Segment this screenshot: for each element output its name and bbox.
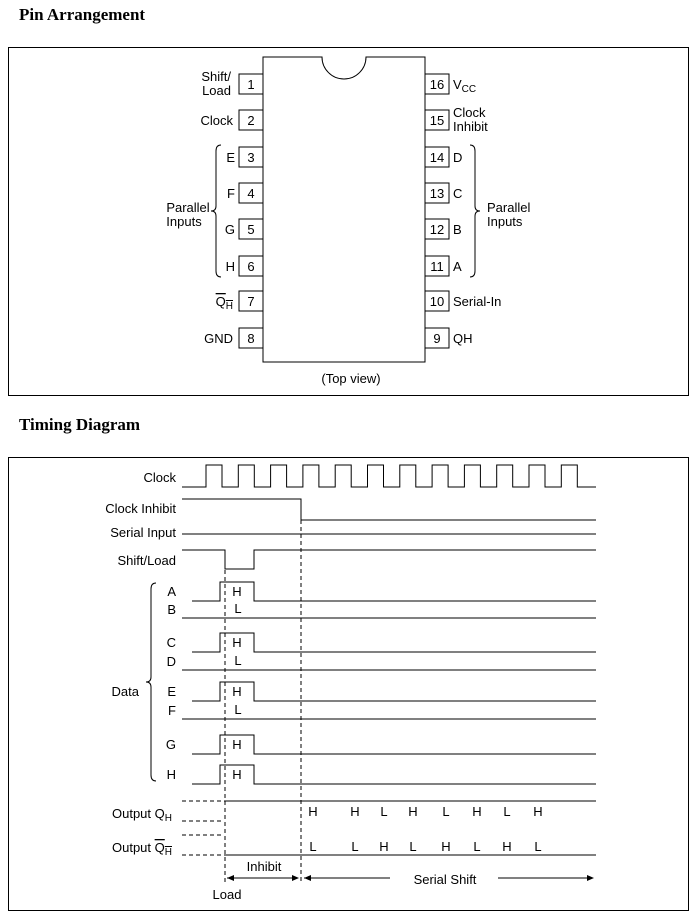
shift-load-waveform [182, 550, 596, 569]
pin-number: 13 [429, 186, 445, 201]
pin-number: 4 [247, 186, 255, 201]
pin-number: 11 [430, 259, 444, 274]
qh-bar-level: L [473, 839, 481, 854]
pin-number: 9 [433, 331, 441, 346]
data-line-label: G [165, 737, 176, 752]
qh-level: H [472, 804, 482, 819]
group-label-left: Inputs [166, 214, 202, 229]
pin-number: 6 [247, 259, 255, 274]
pin-label: GND [204, 331, 233, 346]
pin-number: 15 [429, 113, 445, 128]
data-waveform-high [192, 582, 596, 601]
pin-label: QH [453, 331, 473, 346]
data-level: H [232, 635, 242, 650]
group-label-right: Parallel [487, 200, 531, 215]
pin-number: 8 [247, 331, 255, 346]
pin-number: 7 [247, 294, 255, 309]
pin-number: 2 [247, 113, 255, 128]
serial-shift-label: Serial Shift [413, 872, 477, 887]
pin-label: Clock [453, 105, 486, 120]
pin-label: F [227, 186, 235, 201]
data-line-label: C [166, 635, 176, 650]
clock-inhibit-label: Clock Inhibit [105, 501, 176, 516]
pin-label: B [453, 222, 462, 237]
qh-bar-level: H [502, 839, 512, 854]
data-line-label: A [167, 584, 176, 599]
pin-number: 3 [247, 150, 255, 165]
arrow-head [227, 875, 234, 881]
output-qh-bar-label: Output $Q_H$ [112, 840, 172, 858]
qh-level: H [533, 804, 543, 819]
arrow-head [292, 875, 299, 881]
timing-diagram-title: Timing Diagram [19, 415, 141, 434]
group-label-left: Parallel [166, 200, 210, 215]
data-brace [146, 583, 156, 781]
pin-label: A [453, 259, 462, 274]
qh-bar-level: H [441, 839, 451, 854]
arrow-head [304, 875, 311, 881]
qh-level: L [380, 804, 388, 819]
clock-label: Clock [143, 470, 176, 485]
data-line-label: H [166, 767, 176, 782]
data-level: L [234, 653, 242, 668]
qh-bar-level: L [309, 839, 317, 854]
data-group-label: Data [111, 684, 139, 699]
data-waveform-high [192, 735, 596, 754]
data-line-label: F [168, 703, 176, 718]
pin-number: 16 [429, 77, 445, 92]
data-level: L [234, 601, 242, 616]
qh-level: H [408, 804, 418, 819]
pin-number: 14 [429, 150, 445, 165]
pin-number: 10 [429, 294, 445, 309]
qh-bar-level: L [351, 839, 359, 854]
clock-inhibit-waveform [182, 499, 596, 520]
pin-label: Load [202, 83, 231, 98]
data-waveform-high [192, 633, 596, 652]
qh-level: H [308, 804, 318, 819]
data-waveform-high [192, 682, 596, 701]
group-label-right: Inputs [487, 214, 523, 229]
data-level: H [232, 684, 242, 699]
data-line-label: E [167, 684, 176, 699]
pin-label: Serial-In [453, 294, 502, 309]
data-level: H [232, 737, 242, 752]
clock-waveform [182, 465, 596, 487]
pin-label: E [226, 150, 235, 165]
data-line-label: B [167, 602, 176, 617]
pin-label: D [453, 150, 463, 165]
pin-label: $Q_H$ [215, 294, 233, 312]
data-level: H [232, 584, 242, 599]
data-line-label: D [166, 654, 176, 669]
pin-label: C [453, 186, 463, 201]
pin-number: 5 [247, 222, 255, 237]
load-label: Load [212, 887, 242, 902]
pin-label: Inhibit [453, 119, 488, 134]
pin-label: G [224, 222, 235, 237]
data-level: L [234, 702, 242, 717]
pin-label: Clock [200, 113, 233, 128]
arrow-head [587, 875, 594, 881]
qh-bar-level: L [409, 839, 417, 854]
qh-bar-level: L [534, 839, 542, 854]
pin-number: 1 [247, 77, 255, 92]
data-level: H [232, 767, 242, 782]
qh-level: L [503, 804, 511, 819]
data-waveform-high [192, 765, 596, 784]
inhibit-label: Inhibit [246, 859, 282, 874]
serial-input-label: Serial Input [110, 525, 176, 540]
qh-level: L [442, 804, 450, 819]
top-view-caption: (Top view) [321, 371, 381, 386]
pin-label: $V_{CC}$ [453, 77, 477, 95]
shift-load-label: Shift/Load [117, 553, 176, 568]
pin-label: H [225, 259, 235, 274]
qh-bar-level: H [379, 839, 389, 854]
pin-arrangement-title: Pin Arrangement [19, 5, 146, 24]
pin-label: Shift/ [201, 69, 231, 84]
output-qh-label: Output $Q_H$ [112, 806, 172, 824]
qh-level: H [350, 804, 360, 819]
pin-number: 12 [429, 222, 445, 237]
